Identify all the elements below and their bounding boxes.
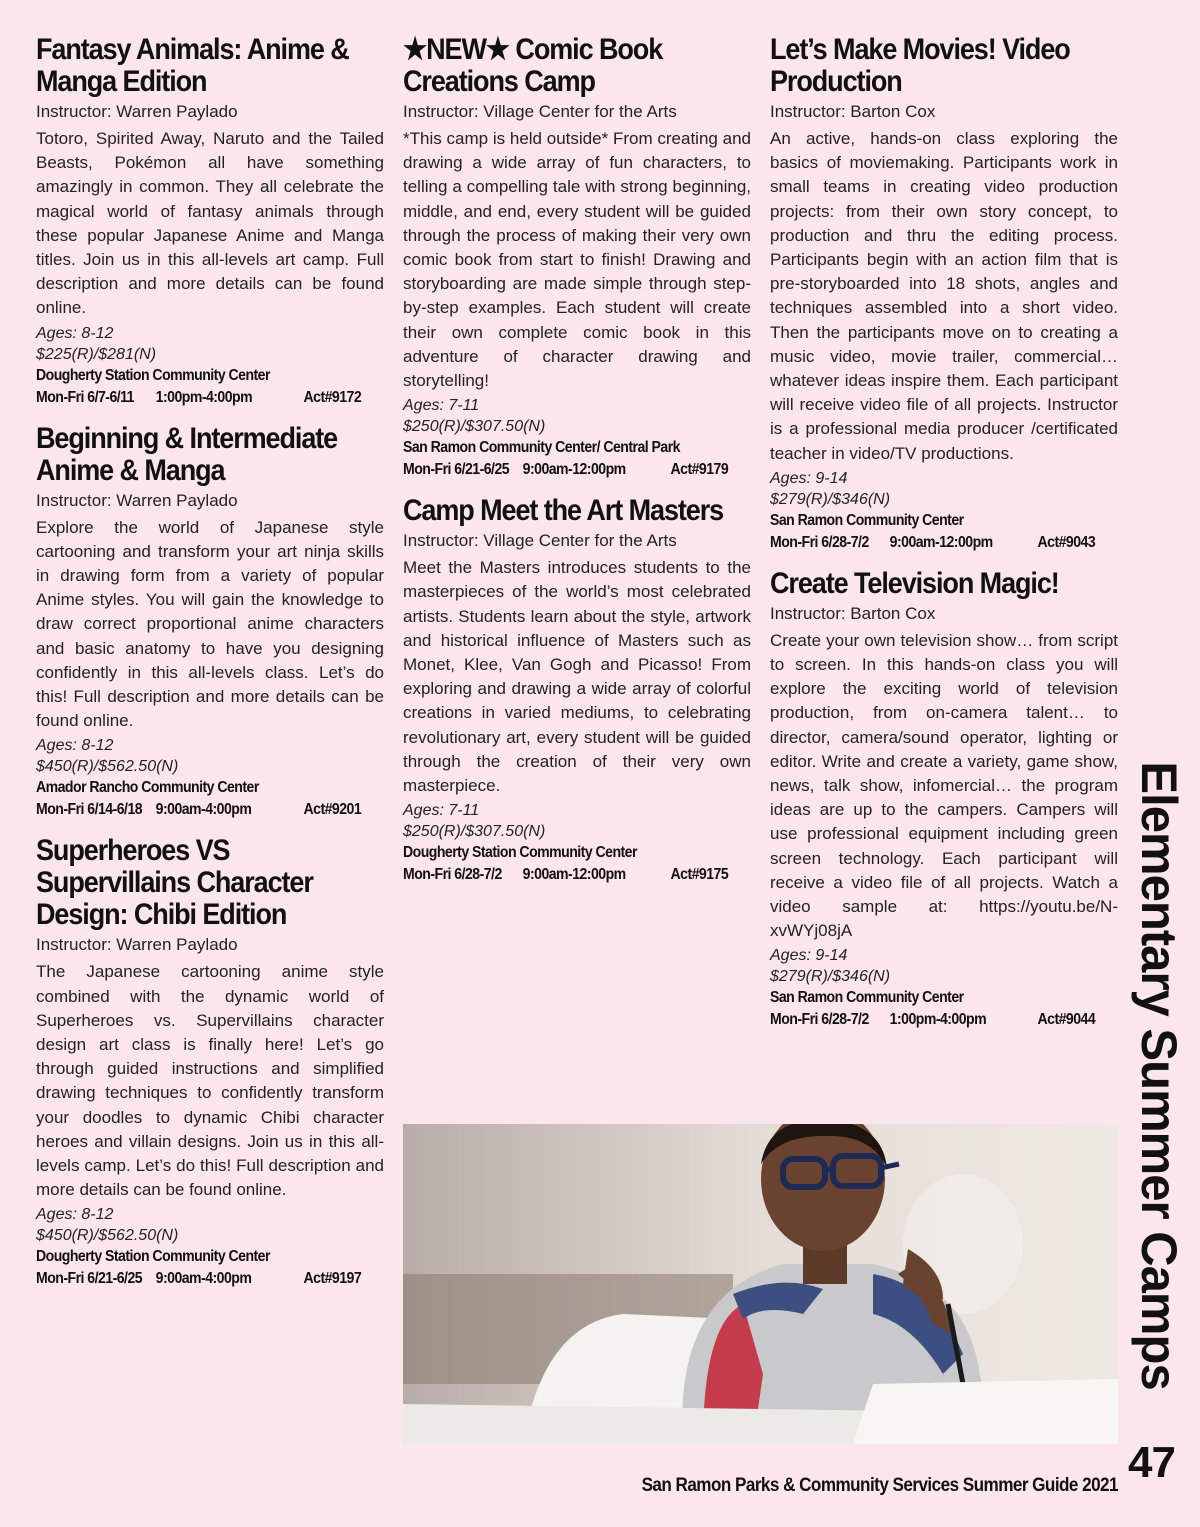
camp-location: San Ramon Community Center [770, 511, 964, 529]
camp-instructor: Instructor: Barton Cox [770, 603, 936, 623]
camp-description: The Japanese cartooning anime style combined with the dynamic world of Superheroes vs. Supervillains character design art class is finally here! Let’s go through guided instructions and simplified drawing techniques to confidently transform your doodles to dynamic Chibi character heroes and villain designs. Join us in this all-levels camp. Let’s do this! Full description and more details can be found online. [36, 962, 384, 1200]
camp-title: ★NEW★ Comic Book Creations Camp [403, 33, 663, 98]
camp-listing [36, 835, 384, 1290]
camp-location: Dougherty Station Community Center [403, 844, 637, 862]
camp-time: 9:00am-12:00pm [522, 866, 626, 884]
camp-ages: Ages: 8-12 [36, 737, 114, 755]
camp-price: $250(R)/$307.50(N) [403, 418, 546, 436]
section-side-title [1130, 755, 1190, 1390]
camp-price: $225(R)/$281(N) [36, 345, 157, 363]
camp-activity-number: Act#9044 [1037, 1011, 1096, 1029]
camp-title: Superheroes VS Supervillains Character Design: Chibi Edition [36, 834, 313, 932]
camp-listing [36, 423, 384, 822]
camp-title: Create Television Magic! [770, 566, 1059, 600]
camp-instructor: Instructor: Barton Cox [770, 102, 936, 121]
camp-title: Beginning & Intermediate Anime & Manga [36, 421, 338, 487]
camp-description: Create your own television show… from script to screen. In this hands-on class you will explore the exciting world of television production, from on-camera talent… to director, camera/sound operator, lighting or editor. Write and create a variety, game show, news, talk show, infomercial… the program ideas are up to the campers. Campers will use professional equipment including green screen technology. Each participant will receive a video file of all projects. Watch a video sample at: https://youtu.be/N-xvWYj08jA [770, 630, 1118, 941]
camp-title: Let’s Make Movies! Video Production [770, 33, 1070, 98]
camp-price: $279(R)/$346(N) [770, 490, 891, 508]
camp-location: Dougherty Station Community Center [36, 1248, 270, 1266]
camp-schedule [403, 459, 752, 481]
camp-price: $450(R)/$562.50(N) [36, 1227, 179, 1245]
camp-dates: Mon-Fri 6/28-7/2 [770, 533, 869, 551]
page-number: 47 [1128, 1438, 1175, 1487]
camp-schedule [36, 387, 385, 409]
side-title-text: Elementary Summer Camps [1131, 761, 1187, 1390]
camp-title: Fantasy Animals: Anime & Manga Edition [36, 33, 349, 98]
camp-activity-number: Act#9043 [1037, 533, 1096, 551]
camp-description: Explore the world of Japanese style cartooning and transform your art ninja skills in drawing form from a variety of popular Anime styles. You will gain the knowledge to draw correct proportional anime characters and basic anatomy to have you designing confidently in this all-levels class. Let’s do this! Full description and more details can be found online. [36, 517, 384, 731]
camp-instructor: Instructor: Village Center for the Arts [403, 531, 677, 551]
camp-location: Amador Rancho Community Center [36, 779, 259, 797]
camp-schedule [36, 799, 385, 821]
camp-listing [770, 34, 1118, 554]
camp-activity-number: Act#9197 [303, 1270, 362, 1288]
camp-activity-number: Act#9201 [303, 801, 362, 819]
camp-schedule [403, 864, 752, 886]
camp-activity-number: Act#9179 [670, 461, 729, 479]
camp-activity-number: Act#9175 [670, 866, 729, 884]
camp-time: 9:00am-12:00pm [889, 533, 993, 551]
camp-time: 9:00am-4:00pm [155, 1270, 252, 1288]
column-1 [36, 34, 384, 1304]
camp-schedule [36, 1268, 385, 1290]
camp-instructor: Instructor: Village Center for the Arts [403, 102, 677, 121]
camp-dates: Mon-Fri 6/28-7/2 [403, 866, 502, 884]
camp-ages: Ages: 8-12 [36, 1206, 114, 1224]
camp-ages: Ages: 9-14 [770, 947, 848, 965]
camp-listing [36, 34, 384, 409]
camp-price: $250(R)/$307.50(N) [403, 823, 546, 841]
camp-time: 9:00am-4:00pm [155, 801, 252, 819]
camp-time: 1:00pm-4:00pm [155, 388, 253, 406]
camp-dates: Mon-Fri 6/21-6/25 [403, 461, 510, 479]
camp-instructor: Instructor: Warren Paylado [36, 102, 238, 121]
camp-schedule [770, 532, 1119, 554]
camp-listing [403, 495, 751, 886]
camp-dates: Mon-Fri 6/7-6/11 [36, 388, 134, 406]
camp-ages: Ages: 8-12 [36, 324, 114, 342]
camp-description: An active, hands-on class exploring the basics of moviemaking. Participants work in small teams in creating video production projects: from their own story concept, to production and thru the editing process. Participants begin with an action film that is pre-storyboarded into 18 shots, angles and techniques assembled into a short video. Then the participants move on to creating a music video, movie trailer, commercial… whatever ideas inspire them. Each participant will receive video file of all projects. Instructor is a professional media producer /certificated teacher in video/TV productions. [770, 129, 1118, 463]
camp-location: Dougherty Station Community Center [36, 366, 270, 384]
footer-text: San Ramon Parks & Community Services Summer Guide 2021 [641, 1475, 1118, 1496]
student-photo-illustration [403, 1124, 1118, 1444]
camp-ages: Ages: 7-11 [403, 802, 480, 820]
camp-dates: Mon-Fri 6/21-6/25 [36, 1270, 143, 1288]
camp-location: San Ramon Community Center [770, 989, 964, 1007]
camp-ages: Ages: 9-14 [770, 469, 848, 487]
camp-ages: Ages: 7-11 [403, 397, 480, 415]
camp-description: *This camp is held outside* From creating and drawing a wide array of fun characters, to telling a compelling tale with strong beginning, middle, and end, every student will be guided through the process of making their very own comic book from start to finish! Drawing and storyboarding are made simple through step-by-step examples. Each student will create their own complete comic book in this adventure of character drawing and storytelling! [403, 129, 751, 391]
camp-listing [770, 568, 1118, 1032]
camp-dates: Mon-Fri 6/28-7/2 [770, 1011, 869, 1029]
camp-description: Totoro, Spirited Away, Naruto and the Tailed Beasts, Pokémon all have something amazingly in common. They all celebrate the magical world of fantasy animals through these popular Japanese Anime and Manga titles. Join us in this all-levels art camp. Full description and more details can be found online. [36, 129, 384, 318]
camp-instructor: Instructor: Warren Paylado [36, 490, 238, 510]
camp-title: Camp Meet the Art Masters [403, 494, 724, 528]
camp-schedule [770, 1009, 1119, 1031]
camp-instructor: Instructor: Warren Paylado [36, 935, 238, 955]
camp-dates: Mon-Fri 6/14-6/18 [36, 801, 143, 819]
camp-price: $279(R)/$346(N) [770, 968, 891, 986]
student-photo [403, 1124, 1118, 1444]
camp-price: $450(R)/$562.50(N) [36, 758, 179, 776]
camp-description: Meet the Masters introduces students to the masterpieces of the world’s most celebrated artists. Students learn about the style, artwork and historical influence of Masters such as Monet, Klee, Van Gogh and Picasso! From exploring and drawing a wide array of colorful creations in varied mediums, to celebrating revolutionary art, every student will be guided through the creation of their very own masterpiece. [403, 558, 751, 796]
column-2 [403, 34, 751, 900]
column-3 [770, 34, 1118, 1045]
camp-location: San Ramon Community Center/ Central Park [403, 439, 680, 457]
camp-listing [403, 34, 751, 481]
camp-activity-number: Act#9172 [303, 388, 362, 406]
camp-time: 9:00am-12:00pm [522, 461, 626, 479]
camp-time: 1:00pm-4:00pm [889, 1011, 987, 1029]
